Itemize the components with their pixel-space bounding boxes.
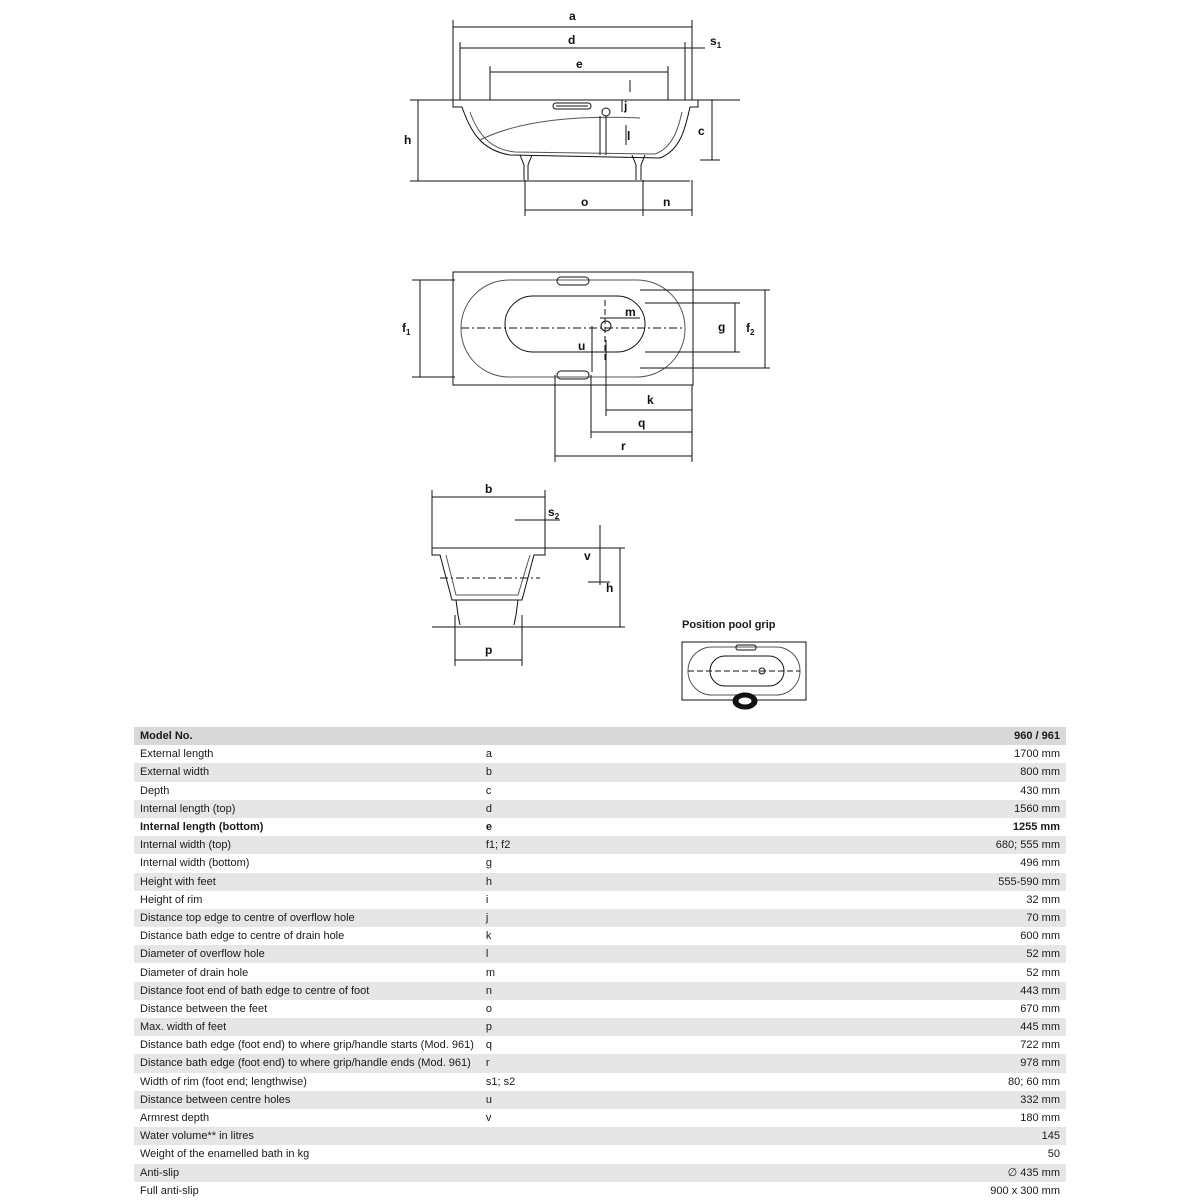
row-symbol: e xyxy=(480,818,852,836)
label-c: c xyxy=(698,124,705,138)
row-symbol: f1; f2 xyxy=(480,836,852,854)
table-row xyxy=(134,1073,1066,1091)
row-value: 800 mm xyxy=(852,763,1066,781)
label-s2: $s_2$ xyxy=(548,505,560,521)
row-value: 978 mm xyxy=(852,1054,1066,1072)
row-label: Water volume** in litres xyxy=(134,1127,480,1145)
row-label: Distance bath edge (foot end) to where grip/handle ends (Mod. 961) xyxy=(134,1054,480,1072)
label-l: l xyxy=(627,129,631,143)
label-m: m xyxy=(625,305,636,319)
table-row xyxy=(134,945,1066,963)
row-value: 70 mm xyxy=(852,909,1066,927)
row-value: 52 mm xyxy=(852,945,1066,963)
label-h-side: h xyxy=(404,133,412,147)
row-symbol xyxy=(480,1164,852,1182)
row-value: 680; 555 mm xyxy=(852,836,1066,854)
row-value: 145 xyxy=(852,1127,1066,1145)
row-label: Distance between the feet xyxy=(134,1000,480,1018)
row-label: Distance foot end of bath edge to centre of foot xyxy=(134,982,480,1000)
table-row xyxy=(134,1018,1066,1036)
row-symbol: i xyxy=(480,891,852,909)
table-row xyxy=(134,1054,1066,1072)
row-symbol: u xyxy=(480,1091,852,1109)
row-symbol: r xyxy=(480,1054,852,1072)
label-h-end: h xyxy=(606,581,614,595)
table-row xyxy=(134,963,1066,981)
row-value: 180 mm xyxy=(852,1109,1066,1127)
table-row xyxy=(134,1127,1066,1145)
row-label: Armrest depth xyxy=(134,1109,480,1127)
row-symbol: n xyxy=(480,982,852,1000)
row-symbol: l xyxy=(480,945,852,963)
row-value: 600 mm xyxy=(852,927,1066,945)
row-symbol: h xyxy=(480,873,852,891)
table-row xyxy=(134,927,1066,945)
table-row xyxy=(134,1109,1066,1127)
table-row xyxy=(134,818,1066,836)
row-value: 32 mm xyxy=(852,891,1066,909)
row-symbol: j xyxy=(480,909,852,927)
table-row xyxy=(134,873,1066,891)
table-row xyxy=(134,763,1066,781)
end-view xyxy=(432,490,625,666)
row-label: Distance between centre holes xyxy=(134,1091,480,1109)
table-row xyxy=(134,1145,1066,1163)
table-row xyxy=(134,1000,1066,1018)
table-row xyxy=(134,1091,1066,1109)
label-e: e xyxy=(576,57,583,71)
row-label: Anti-slip xyxy=(134,1164,480,1182)
row-value: 430 mm xyxy=(852,782,1066,800)
row-symbol xyxy=(480,1145,852,1163)
row-symbol xyxy=(480,1182,852,1200)
table-row xyxy=(134,1164,1066,1182)
row-value: 52 mm xyxy=(852,963,1066,981)
pool-grip-view xyxy=(682,642,806,709)
row-symbol: g xyxy=(480,854,852,872)
row-label: Diameter of drain hole xyxy=(134,963,480,981)
label-k: k xyxy=(647,393,654,407)
table-row xyxy=(134,891,1066,909)
row-label: Diameter of overflow hole xyxy=(134,945,480,963)
row-value: 670 mm xyxy=(852,1000,1066,1018)
row-value: ∅ 435 mm xyxy=(852,1164,1066,1182)
row-symbol: b xyxy=(480,763,852,781)
label-b: b xyxy=(485,482,493,496)
label-f1: $f_1$ xyxy=(402,321,411,337)
row-value: 900 x 300 mm xyxy=(852,1182,1066,1200)
label-d: d xyxy=(568,33,576,47)
row-label: Internal length (bottom) xyxy=(134,818,480,836)
table-row xyxy=(134,800,1066,818)
row-symbol: s1; s2 xyxy=(480,1073,852,1091)
row-symbol: a xyxy=(480,745,852,763)
row-label: Distance bath edge to centre of drain hole xyxy=(134,927,480,945)
row-value: 80; 60 mm xyxy=(852,1073,1066,1091)
row-label: Internal width (top) xyxy=(134,836,480,854)
row-value: 496 mm xyxy=(852,854,1066,872)
table-row xyxy=(134,982,1066,1000)
label-q: q xyxy=(638,416,646,430)
table-row xyxy=(134,1182,1066,1200)
label-p: p xyxy=(485,643,493,657)
spec-table xyxy=(134,727,1066,1200)
label-g: g xyxy=(718,320,726,334)
row-symbol: k xyxy=(480,927,852,945)
row-value: 555-590 mm xyxy=(852,873,1066,891)
label-j: j xyxy=(624,99,628,113)
label-n: n xyxy=(663,195,671,209)
top-view xyxy=(412,272,770,462)
row-label: Depth xyxy=(134,782,480,800)
row-label: Height with feet xyxy=(134,873,480,891)
row-symbol xyxy=(480,1127,852,1145)
row-value: 332 mm xyxy=(852,1091,1066,1109)
row-symbol: o xyxy=(480,1000,852,1018)
row-label: Max. width of feet xyxy=(134,1018,480,1036)
label-a: a xyxy=(569,9,576,23)
row-value: 1700 mm xyxy=(852,745,1066,763)
row-label: Distance top edge to centre of overflow hole xyxy=(134,909,480,927)
table-row xyxy=(134,909,1066,927)
row-symbol: d xyxy=(480,800,852,818)
label-f2: $f_2$ xyxy=(746,321,755,337)
label-r: r xyxy=(621,439,626,453)
label-v: v xyxy=(584,549,591,563)
row-value: 443 mm xyxy=(852,982,1066,1000)
row-symbol: p xyxy=(480,1018,852,1036)
row-symbol: c xyxy=(480,782,852,800)
label-s1: $s_1$ xyxy=(710,34,722,50)
row-label: External width xyxy=(134,763,480,781)
table-row xyxy=(134,1036,1066,1054)
table-header-row xyxy=(134,727,1066,745)
header-value: 960 / 961 xyxy=(852,727,1066,745)
header-label: Model No. xyxy=(134,727,480,745)
side-view xyxy=(410,20,740,216)
table-row xyxy=(134,782,1066,800)
row-label: Distance bath edge (foot end) to where grip/handle starts (Mod. 961) xyxy=(134,1036,480,1054)
row-value: 1255 mm xyxy=(852,818,1066,836)
row-value: 50 xyxy=(852,1145,1066,1163)
table-row xyxy=(134,836,1066,854)
row-label: Weight of the enamelled bath in kg xyxy=(134,1145,480,1163)
table-row xyxy=(134,854,1066,872)
row-value: 722 mm xyxy=(852,1036,1066,1054)
row-label: Internal width (bottom) xyxy=(134,854,480,872)
label-o: o xyxy=(581,195,589,209)
pool-grip-caption: Position pool grip xyxy=(682,619,776,631)
row-label: Full anti-slip xyxy=(134,1182,480,1200)
row-label: Internal length (top) xyxy=(134,800,480,818)
row-symbol: v xyxy=(480,1109,852,1127)
row-label: External length xyxy=(134,745,480,763)
table-row xyxy=(134,745,1066,763)
row-value: 445 mm xyxy=(852,1018,1066,1036)
row-value: 1560 mm xyxy=(852,800,1066,818)
row-label: Width of rim (foot end; lengthwise) xyxy=(134,1073,480,1091)
row-symbol: m xyxy=(480,963,852,981)
header-symbol xyxy=(480,727,852,745)
row-label: Height of rim xyxy=(134,891,480,909)
label-u: u xyxy=(578,339,586,353)
row-symbol: q xyxy=(480,1036,852,1054)
